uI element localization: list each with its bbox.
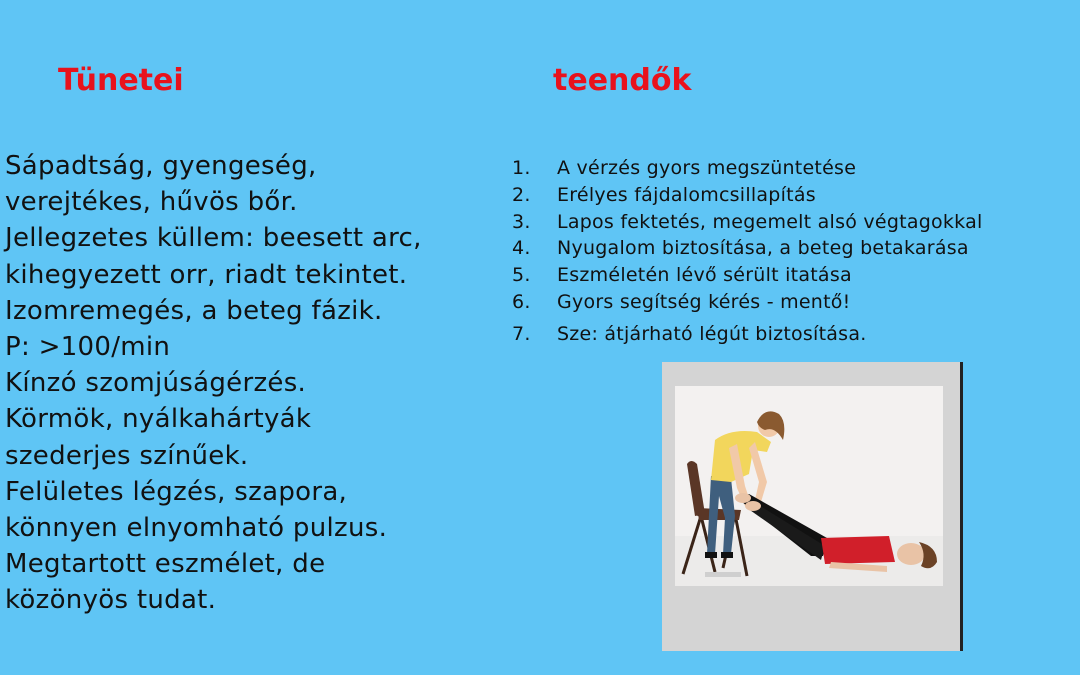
task-number: 5.	[512, 264, 531, 287]
symptoms-list	[5, 148, 505, 619]
task-text: Eszméletén lévő sérült itatása	[557, 264, 852, 287]
task-text: Sze: átjárható légút biztosítása.	[557, 322, 867, 345]
symptom-line: közönyös tudat.	[5, 585, 217, 616]
symptom-line: szederjes színűek.	[5, 440, 249, 471]
symptom-line: Felületes légzés, szapora,	[5, 476, 348, 507]
symptom-line: P: >100/min	[5, 332, 171, 363]
task-text: Erélyes fájdalomcsillapítás	[557, 183, 816, 206]
shock-position-photo	[662, 362, 963, 651]
task-text: A vérzés gyors megszüntetése	[557, 157, 857, 179]
task-number: 2.	[512, 183, 531, 206]
symptom-line: Sápadtság, gyengeség,	[5, 151, 317, 181]
shock-position-illustration	[675, 386, 943, 586]
task-text: Nyugalom biztosítása, a beteg betakarása	[557, 237, 969, 260]
task-number: 7.	[512, 322, 531, 345]
task-item	[512, 209, 983, 236]
symptom-line: Megtartott eszmélet, de	[5, 549, 326, 580]
task-text: Lapos fektetés, megemelt alsó végtagokkal	[557, 210, 983, 233]
task-number: 4.	[512, 237, 531, 260]
task-number: 3.	[512, 210, 531, 233]
task-item	[512, 235, 983, 262]
symptom-line: Izomremegés, a beteg fázik.	[5, 295, 383, 326]
symptom-line: verejtékes, hűvös bőr.	[5, 187, 298, 218]
tasks-list	[512, 155, 983, 348]
symptom-line: Jellegzetes küllem: beesett arc,	[5, 223, 422, 254]
tasks-heading: teendők	[553, 63, 692, 98]
task-text: Gyors segítség kérés - mentő!	[557, 290, 851, 313]
task-item	[512, 262, 983, 289]
symptoms-heading: Tünetei	[58, 63, 184, 98]
symptom-line: Körmök, nyálkahártyák	[5, 404, 312, 435]
symptom-line: könnyen elnyomható pulzus.	[5, 513, 388, 544]
task-item	[512, 182, 983, 209]
symptom-line: Kínzó szomjúságérzés.	[5, 368, 307, 399]
task-number: 6.	[512, 290, 531, 313]
symptom-line: kihegyezett orr, riadt tekintet.	[5, 259, 408, 290]
task-item	[512, 155, 983, 182]
task-number: 1.	[512, 157, 531, 179]
task-item	[512, 289, 983, 316]
task-item	[512, 321, 983, 348]
